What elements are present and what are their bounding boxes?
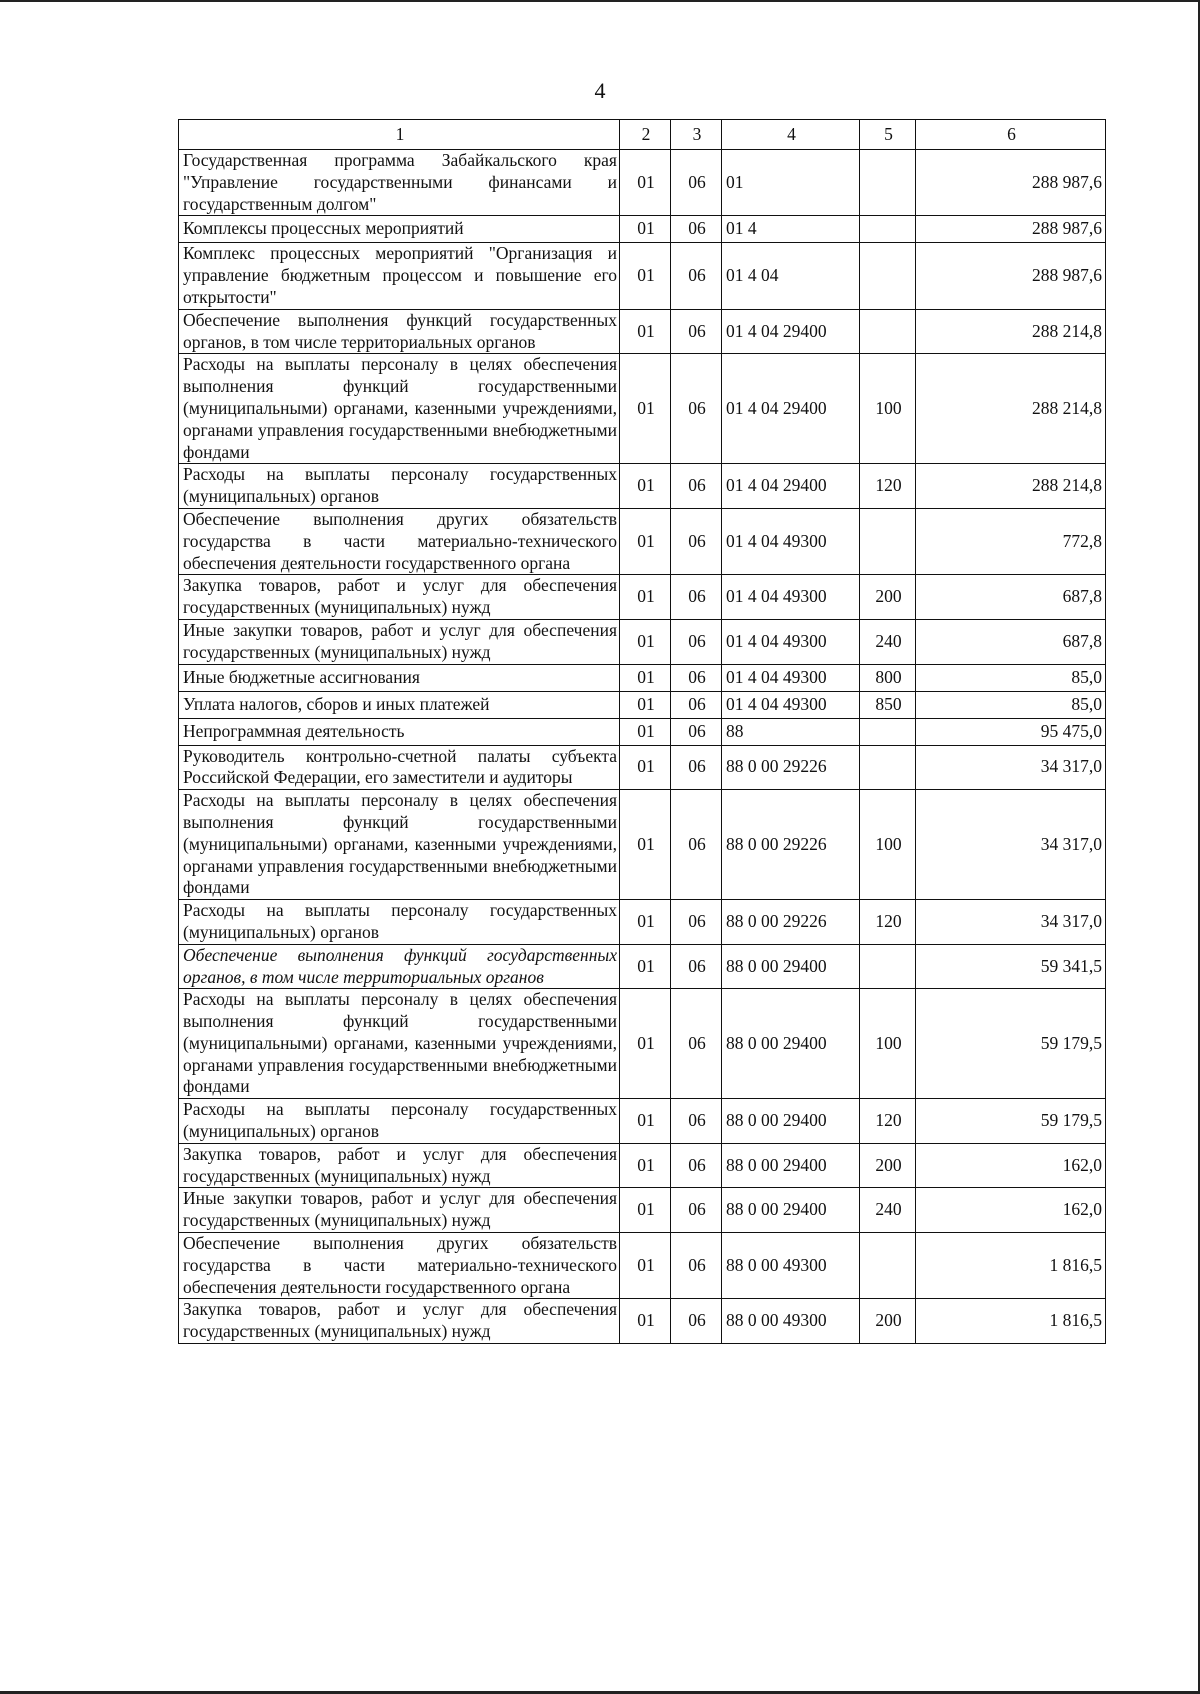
row-expense-type [860,508,916,574]
row-expense-type: 240 [860,619,916,664]
row-sum: 34 317,0 [916,900,1106,945]
row-sum: 288 214,8 [916,309,1106,354]
row-section: 01 [620,691,671,718]
budget-table [178,119,1106,1344]
row-name: Комплексы процессных мероприятий [179,216,620,243]
row-target-article: 88 0 00 29400 [722,989,860,1099]
header-col-5: 5 [860,120,916,150]
row-sum: 59 341,5 [916,944,1106,989]
row-subsection: 06 [671,718,722,745]
row-name: Расходы на выплаты персоналу в целях обеспечения выполнения функций государственными (муниципальными) органами, казенными учреждениями, органами управления государственными внебюджетными фондами [179,790,620,900]
row-target-article: 01 4 04 29400 [722,464,860,509]
row-section: 01 [620,1143,671,1188]
table-row [179,150,1106,216]
row-target-article: 01 4 04 29400 [722,309,860,354]
row-section: 01 [620,619,671,664]
page-number: 4 [594,78,606,103]
row-section: 01 [620,790,671,900]
row-sum: 59 179,5 [916,1099,1106,1144]
row-sum: 288 987,6 [916,150,1106,216]
row-section: 01 [620,508,671,574]
row-target-article: 01 4 04 49300 [722,575,860,620]
row-sum: 1 816,5 [916,1233,1106,1299]
row-expense-type: 120 [860,900,916,945]
row-subsection: 06 [671,664,722,691]
row-sum: 288 214,8 [916,354,1106,464]
row-sum: 772,8 [916,508,1106,574]
table-row [179,1299,1106,1344]
row-target-article: 88 0 00 29400 [722,1188,860,1233]
row-name: Обеспечение выполнения других обязательств государства в части материально-технического обеспечения деятельности государственного органа [179,508,620,574]
row-section: 01 [620,1233,671,1299]
row-expense-type [860,309,916,354]
row-name: Комплекс процессных мероприятий "Организация и управление бюджетным процессом и повышение его открытости" [179,243,620,309]
row-name: Расходы на выплаты персоналу государственных (муниципальных) органов [179,1099,620,1144]
table-row [179,1233,1106,1299]
row-section: 01 [620,718,671,745]
table-row [179,664,1106,691]
row-target-article: 01 4 04 49300 [722,664,860,691]
row-target-article: 88 0 00 29226 [722,900,860,945]
row-subsection: 06 [671,989,722,1099]
row-name: Иные бюджетные ассигнования [179,664,620,691]
table-row [179,691,1106,718]
row-subsection: 06 [671,619,722,664]
table-row [179,790,1106,900]
row-target-article: 88 0 00 49300 [722,1299,860,1344]
row-subsection: 06 [671,1299,722,1344]
table-row [179,619,1106,664]
row-subsection: 06 [671,1233,722,1299]
header-col-3: 3 [671,120,722,150]
row-sum: 162,0 [916,1188,1106,1233]
row-section: 01 [620,309,671,354]
row-target-article: 01 4 [722,216,860,243]
row-name: Расходы на выплаты персоналу государственных (муниципальных) органов [179,464,620,509]
row-expense-type [860,216,916,243]
row-expense-type [860,150,916,216]
row-name: Непрограммная деятельность [179,718,620,745]
row-target-article: 01 [722,150,860,216]
row-section: 01 [620,243,671,309]
row-sum: 288 214,8 [916,464,1106,509]
row-name: Иные закупки товаров, работ и услуг для обеспечения государственных (муниципальных) нужд [179,619,620,664]
row-subsection: 06 [671,575,722,620]
row-sum: 288 987,6 [916,216,1106,243]
row-sum: 95 475,0 [916,718,1106,745]
table-row [179,944,1106,989]
row-expense-type [860,1233,916,1299]
row-subsection: 06 [671,1099,722,1144]
row-subsection: 06 [671,464,722,509]
row-name: Закупка товаров, работ и услуг для обеспечения государственных (муниципальных) нужд [179,575,620,620]
row-section: 01 [620,1188,671,1233]
row-section: 01 [620,150,671,216]
row-expense-type: 200 [860,575,916,620]
row-expense-type [860,944,916,989]
row-sum: 162,0 [916,1143,1106,1188]
header-col-4: 4 [722,120,860,150]
row-name: Руководитель контрольно-счетной палаты субъекта Российской Федерации, его заместители и аудиторы [179,745,620,790]
row-subsection: 06 [671,691,722,718]
row-expense-type: 200 [860,1299,916,1344]
row-target-article: 88 0 00 29400 [722,944,860,989]
row-subsection: 06 [671,1188,722,1233]
row-section: 01 [620,664,671,691]
row-target-article: 88 0 00 29226 [722,745,860,790]
row-target-article: 01 4 04 29400 [722,354,860,464]
row-target-article: 01 4 04 49300 [722,619,860,664]
row-section: 01 [620,464,671,509]
row-expense-type: 240 [860,1188,916,1233]
table-row [179,745,1106,790]
row-section: 01 [620,900,671,945]
row-subsection: 06 [671,243,722,309]
row-subsection: 06 [671,900,722,945]
row-expense-type: 800 [860,664,916,691]
scan-edge-top [0,0,1200,2]
table-row [179,309,1106,354]
header-col-6: 6 [916,120,1106,150]
row-expense-type: 100 [860,354,916,464]
row-sum: 85,0 [916,664,1106,691]
table-row [179,216,1106,243]
row-subsection: 06 [671,1143,722,1188]
row-target-article: 01 4 04 49300 [722,691,860,718]
row-sum: 288 987,6 [916,243,1106,309]
table-row [179,1143,1106,1188]
row-target-article: 88 [722,718,860,745]
row-sum: 1 816,5 [916,1299,1106,1344]
table-row [179,900,1106,945]
row-subsection: 06 [671,354,722,464]
row-expense-type [860,718,916,745]
row-subsection: 06 [671,508,722,574]
row-target-article: 01 4 04 49300 [722,508,860,574]
row-section: 01 [620,575,671,620]
table-row [179,1188,1106,1233]
row-sum: 687,8 [916,619,1106,664]
row-expense-type: 100 [860,790,916,900]
table-header [179,120,1106,150]
row-section: 01 [620,1099,671,1144]
table-row [179,508,1106,574]
table-row [179,464,1106,509]
row-subsection: 06 [671,944,722,989]
row-name: Обеспечение выполнения функций государственных органов, в том числе территориальных органов [179,944,620,989]
row-target-article: 01 4 04 [722,243,860,309]
row-name: Иные закупки товаров, работ и услуг для обеспечения государственных (муниципальных) нужд [179,1188,620,1233]
table-row [179,989,1106,1099]
row-section: 01 [620,745,671,790]
row-target-article: 88 0 00 29226 [722,790,860,900]
row-sum: 34 317,0 [916,790,1106,900]
table-header-row [179,120,1106,150]
row-expense-type: 200 [860,1143,916,1188]
row-sum: 59 179,5 [916,989,1106,1099]
row-target-article: 88 0 00 29400 [722,1143,860,1188]
row-section: 01 [620,354,671,464]
table-row [179,243,1106,309]
row-expense-type [860,243,916,309]
row-name: Обеспечение выполнения функций государственных органов, в том числе территориальных органов [179,309,620,354]
row-section: 01 [620,216,671,243]
row-expense-type: 850 [860,691,916,718]
table-row [179,1099,1106,1144]
row-name: Обеспечение выполнения других обязательств государства в части материально-технического обеспечения деятельности государственного органа [179,1233,620,1299]
row-sum: 85,0 [916,691,1106,718]
table-row [179,354,1106,464]
row-name: Расходы на выплаты персоналу государственных (муниципальных) органов [179,900,620,945]
row-expense-type: 120 [860,464,916,509]
row-subsection: 06 [671,216,722,243]
row-section: 01 [620,944,671,989]
row-name: Закупка товаров, работ и услуг для обеспечения государственных (муниципальных) нужд [179,1143,620,1188]
row-expense-type: 100 [860,989,916,1099]
row-expense-type [860,745,916,790]
row-target-article: 88 0 00 29400 [722,1099,860,1144]
row-subsection: 06 [671,745,722,790]
row-expense-type: 120 [860,1099,916,1144]
row-name: Расходы на выплаты персоналу в целях обеспечения выполнения функций государственными (муниципальными) органами, казенными учреждениями, органами управления государственными внебюджетными фондами [179,989,620,1099]
header-col-1: 1 [179,120,620,150]
table-row [179,718,1106,745]
row-section: 01 [620,1299,671,1344]
row-sum: 687,8 [916,575,1106,620]
row-name: Расходы на выплаты персоналу в целях обеспечения выполнения функций государственными (муниципальными) органами, казенными учреждениями, органами управления государственными внебюджетными фондами [179,354,620,464]
row-subsection: 06 [671,309,722,354]
row-name: Уплата налогов, сборов и иных платежей [179,691,620,718]
row-name: Государственная программа Забайкальского края "Управление государственными финансами и государственным долгом" [179,150,620,216]
header-col-2: 2 [620,120,671,150]
row-name: Закупка товаров, работ и услуг для обеспечения государственных (муниципальных) нужд [179,1299,620,1344]
row-subsection: 06 [671,790,722,900]
row-subsection: 06 [671,150,722,216]
table-row [179,575,1106,620]
row-sum: 34 317,0 [916,745,1106,790]
row-section: 01 [620,989,671,1099]
row-target-article: 88 0 00 49300 [722,1233,860,1299]
table-body [179,150,1106,1344]
